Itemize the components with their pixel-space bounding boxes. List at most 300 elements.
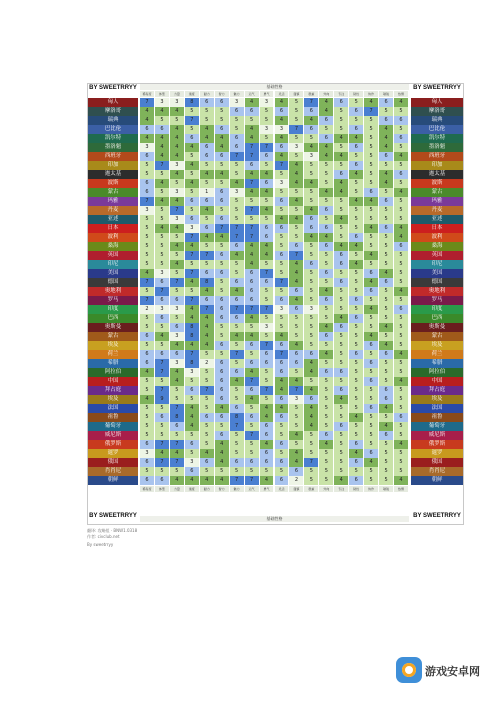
nation-label-right: 日本 (411, 224, 463, 233)
stat-cell: 6 (170, 350, 185, 359)
stat-cell: 4 (170, 341, 185, 350)
stat-cell: 5 (379, 296, 394, 305)
stat-cell: 6 (319, 368, 334, 377)
stat-cell: 5 (185, 170, 200, 179)
stat-cell: 5 (364, 413, 379, 422)
stat-cell: 6 (319, 116, 334, 125)
nation-row (88, 107, 463, 116)
stat-cell: 4 (245, 170, 260, 179)
stat-cell: 7 (230, 224, 245, 233)
stat-cell: 5 (230, 161, 245, 170)
stat-cell: 5 (349, 422, 364, 431)
stat-cell: 5 (200, 260, 215, 269)
stat-cell: 4 (364, 305, 379, 314)
stat-cell: 4 (185, 422, 200, 431)
stat-cell: 4 (319, 143, 334, 152)
stat-cell: 4 (289, 296, 304, 305)
stat-cell: 7 (185, 350, 200, 359)
stat-cell: 4 (275, 116, 290, 125)
stat-cell: 5 (245, 116, 260, 125)
stat-cell: 4 (379, 170, 394, 179)
stat-cell: 6 (275, 440, 290, 449)
stat-cell: 5 (319, 179, 334, 188)
stat-cell: 4 (215, 440, 230, 449)
stat-cell: 4 (185, 161, 200, 170)
nation-row (88, 125, 463, 134)
stat-cell: 5 (319, 260, 334, 269)
stat-cell: 6 (349, 161, 364, 170)
stat-cell: 7 (155, 161, 170, 170)
stat-cell: 9 (155, 395, 170, 404)
stat-cell: 4 (245, 332, 260, 341)
stat-cell: 7 (289, 386, 304, 395)
column-header: 速度 (185, 486, 199, 492)
stat-cell: 7 (304, 98, 319, 107)
stat-cell: 4 (334, 242, 349, 251)
stat-cell: 6 (215, 98, 230, 107)
stat-cell: 5 (289, 224, 304, 233)
stat-cell: 5 (319, 404, 334, 413)
stat-cell: 6 (215, 197, 230, 206)
stat-cell: 7 (155, 368, 170, 377)
stat-cell: 6 (304, 350, 319, 359)
stat-cell: 5 (334, 161, 349, 170)
stat-cell: 4 (275, 215, 290, 224)
nation-label-left: 拜占庭 (88, 386, 138, 395)
stat-cell: 5 (289, 422, 304, 431)
stat-cell: 7 (170, 458, 185, 467)
stat-cell: 5 (364, 134, 379, 143)
stat-cell: 4 (349, 242, 364, 251)
nation-row (88, 179, 463, 188)
nation-label-left: 瑞典 (88, 116, 138, 125)
stat-cell: 5 (334, 206, 349, 215)
stat-cell: 4 (260, 440, 275, 449)
stat-cell: 4 (230, 179, 245, 188)
stat-cell: 5 (230, 440, 245, 449)
stat-cell: 5 (364, 170, 379, 179)
stat-cell: 5 (275, 449, 290, 458)
stat-cell: 4 (289, 260, 304, 269)
nation-label-right: 瑞典 (411, 116, 463, 125)
nation-row (88, 440, 463, 449)
stat-cell: 5 (364, 395, 379, 404)
nation-label-left: 英国 (88, 251, 138, 260)
stat-cell: 4 (289, 341, 304, 350)
nation-label-left: 丹麦 (88, 206, 138, 215)
stat-cell: 3 (260, 323, 275, 332)
stat-cell: 4 (394, 287, 409, 296)
stat-cell: 7 (230, 350, 245, 359)
stat-cell: 4 (289, 449, 304, 458)
nation-row (88, 449, 463, 458)
stat-cell: 3 (275, 125, 290, 134)
nation-label-left: 摩洛哥 (88, 107, 138, 116)
brand-left-top: BY SWEETRRYY (89, 85, 137, 91)
stat-cell: 5 (245, 323, 260, 332)
stat-cell: 4 (200, 170, 215, 179)
stat-cell: 4 (334, 152, 349, 161)
stat-cell: 4 (230, 287, 245, 296)
stat-cell: 4 (245, 368, 260, 377)
nation-label-left: 波斯 (88, 179, 138, 188)
stat-cell: 6 (200, 269, 215, 278)
stat-cell: 5 (364, 314, 379, 323)
stat-cell: 4 (304, 422, 319, 431)
nation-label-left: 肖肖尼 (88, 467, 138, 476)
nation-row (88, 224, 463, 233)
stat-cell: 6 (140, 359, 155, 368)
stat-cell: 6 (334, 98, 349, 107)
stat-cell: 6 (334, 386, 349, 395)
stat-cell: 4 (170, 224, 185, 233)
stat-cell: 3 (170, 188, 185, 197)
stat-cell: 4 (319, 350, 334, 359)
nation-label-left: 荷兰 (88, 350, 138, 359)
stat-cell: 4 (304, 404, 319, 413)
stat-cell: 4 (379, 134, 394, 143)
nation-label-right: 肖肖尼 (411, 467, 463, 476)
stat-cell: 5 (349, 332, 364, 341)
stat-cell: 5 (364, 296, 379, 305)
stat-cell: 6 (200, 296, 215, 305)
stat-cell: 4 (275, 377, 290, 386)
stat-cell: 5 (155, 251, 170, 260)
stat-cell: 6 (275, 476, 290, 485)
stat-cell: 6 (260, 422, 275, 431)
stat-cell: 5 (304, 332, 319, 341)
stat-cell: 7 (215, 224, 230, 233)
stat-cell: 4 (260, 206, 275, 215)
nation-label-left: 巴西 (88, 314, 138, 323)
stat-cell: 5 (364, 215, 379, 224)
stat-cell: 7 (170, 278, 185, 287)
stat-cell: 6 (364, 188, 379, 197)
stat-cell: 6 (200, 152, 215, 161)
stat-cell: 5 (394, 143, 409, 152)
stat-cell: 4 (289, 458, 304, 467)
stat-cell: 4 (379, 143, 394, 152)
stat-cell: 5 (364, 467, 379, 476)
stat-cell: 5 (334, 125, 349, 134)
stat-cell: 3 (185, 224, 200, 233)
stat-cell: 6 (334, 170, 349, 179)
stat-cell: 5 (379, 242, 394, 251)
stat-cell: 6 (275, 341, 290, 350)
stat-cell: 7 (260, 341, 275, 350)
stat-cell: 4 (170, 170, 185, 179)
stat-cell: 8 (200, 278, 215, 287)
stat-cell: 6 (245, 278, 260, 287)
stat-cell: 6 (230, 278, 245, 287)
column-header: 勇气 (260, 486, 274, 492)
stat-cell: 4 (379, 422, 394, 431)
stat-cell: 4 (275, 386, 290, 395)
stat-cell: 4 (170, 152, 185, 161)
stat-cell: 8 (230, 413, 245, 422)
nation-row (88, 242, 463, 251)
stat-cell: 6 (155, 476, 170, 485)
stat-cell: 4 (334, 476, 349, 485)
nation-row (88, 350, 463, 359)
stat-cell: 4 (245, 134, 260, 143)
stat-cell: 5 (260, 314, 275, 323)
stat-cell: 5 (140, 170, 155, 179)
stat-cell: 6 (289, 242, 304, 251)
stat-cell: 5 (334, 143, 349, 152)
stat-cell: 6 (275, 395, 290, 404)
stat-cell: 4 (215, 134, 230, 143)
nation-label-left: 波利 (88, 233, 138, 242)
nation-label-left: 迦太基 (88, 170, 138, 179)
stat-cell: 5 (379, 467, 394, 476)
stat-cell: 5 (170, 395, 185, 404)
stat-cell: 3 (170, 305, 185, 314)
stat-cell: 5 (289, 206, 304, 215)
stat-cell: 5 (304, 161, 319, 170)
stat-cell: 4 (379, 404, 394, 413)
stat-cell: 5 (364, 476, 379, 485)
stat-cell: 4 (245, 242, 260, 251)
stat-cell: 4 (364, 197, 379, 206)
stat-cell: 4 (185, 404, 200, 413)
stat-cell: 5 (155, 215, 170, 224)
column-header: 灵活 (275, 91, 289, 97)
nation-row (88, 233, 463, 242)
stat-cell: 5 (170, 314, 185, 323)
stat-cell: 5 (230, 269, 245, 278)
stat-cell: 7 (245, 431, 260, 440)
stat-cell: 4 (185, 179, 200, 188)
stat-cell: 5 (349, 278, 364, 287)
stat-cell: 5 (394, 395, 409, 404)
stat-cell: 5 (334, 404, 349, 413)
nation-row (88, 404, 463, 413)
nation-label-right: 摩洛哥 (411, 107, 463, 116)
column-header: 智力 (215, 486, 229, 492)
stat-cell: 5 (379, 305, 394, 314)
stat-cell: 7 (245, 305, 260, 314)
stat-cell: 2 (140, 305, 155, 314)
stat-cell: 6 (155, 413, 170, 422)
nation-row (88, 386, 463, 395)
stat-cell: 5 (379, 332, 394, 341)
stat-cell: 6 (200, 98, 215, 107)
stat-cell: 4 (334, 395, 349, 404)
nation-label-right: 埃及 (411, 395, 463, 404)
stat-cell: 5 (334, 107, 349, 116)
watermark-logo-icon (396, 657, 422, 683)
stat-cell: 5 (379, 413, 394, 422)
stat-cell: 6 (275, 224, 290, 233)
column-header: 韧性 (349, 486, 363, 492)
nation-label-left: 匈人 (88, 98, 138, 107)
stat-cell: 6 (140, 476, 155, 485)
stat-cell: 4 (304, 206, 319, 215)
brand-right-top: BY SWEETRRYY (411, 84, 463, 92)
stat-cell: 3 (170, 161, 185, 170)
stat-cell: 4 (319, 188, 334, 197)
nation-row (88, 251, 463, 260)
nation-label-right: 俄国 (411, 458, 463, 467)
stat-cell: 4 (200, 323, 215, 332)
nation-label-right: 桑海 (411, 242, 463, 251)
stat-cell: 5 (230, 323, 245, 332)
stat-cell: 4 (275, 152, 290, 161)
stat-cell: 5 (379, 215, 394, 224)
column-header: 专注 (334, 91, 348, 97)
stat-cell: 4 (185, 143, 200, 152)
stat-cell: 4 (304, 413, 319, 422)
stat-cell: 5 (394, 197, 409, 206)
stat-cell: 6 (319, 206, 334, 215)
stat-cell: 5 (304, 134, 319, 143)
stat-cell: 6 (379, 395, 394, 404)
stat-cell: 6 (260, 179, 275, 188)
nation-row (88, 413, 463, 422)
stat-cell: 7 (275, 161, 290, 170)
stat-cell: 5 (394, 431, 409, 440)
stat-cell: 6 (170, 422, 185, 431)
stat-cell: 4 (379, 179, 394, 188)
stat-cell: 4 (245, 188, 260, 197)
stat-cell: 6 (245, 341, 260, 350)
stat-cell: 5 (230, 116, 245, 125)
stat-cell: 5 (140, 404, 155, 413)
stat-cell: 5 (260, 395, 275, 404)
stat-cell: 6 (379, 224, 394, 233)
stat-cell: 4 (364, 251, 379, 260)
nation-row (88, 305, 463, 314)
stat-cell: 6 (260, 458, 275, 467)
stat-cell: 7 (230, 422, 245, 431)
stat-cell: 6 (215, 341, 230, 350)
column-header: 外向 (319, 91, 333, 97)
stat-cell: 6 (319, 242, 334, 251)
stat-cell: 5 (349, 377, 364, 386)
stat-cell: 5 (230, 395, 245, 404)
column-header: 速度 (185, 91, 199, 97)
stat-cell: 5 (155, 116, 170, 125)
stat-cell: 5 (275, 467, 290, 476)
stat-cell: 5 (394, 125, 409, 134)
stat-cell: 5 (289, 332, 304, 341)
stat-cell: 5 (379, 440, 394, 449)
stat-cell: 4 (304, 233, 319, 242)
nation-label-right: 阿拉伯 (411, 368, 463, 377)
stat-cell: 7 (275, 350, 290, 359)
stat-cell: 4 (379, 125, 394, 134)
nation-label-right: 墨洛魁 (411, 143, 463, 152)
stat-cell: 5 (289, 116, 304, 125)
stat-cell: 5 (319, 251, 334, 260)
stat-cell: 4 (289, 269, 304, 278)
nation-label-left: 奥斯曼 (88, 323, 138, 332)
stat-cell: 4 (155, 224, 170, 233)
stat-cell: 5 (349, 323, 364, 332)
stat-cell: 7 (245, 233, 260, 242)
nation-label-left: 法国 (88, 404, 138, 413)
column-header: 勇气 (260, 91, 274, 97)
stat-cell: 5 (200, 107, 215, 116)
stat-cell: 6 (304, 260, 319, 269)
stat-cell: 5 (304, 377, 319, 386)
stat-cell: 5 (140, 215, 155, 224)
stat-cell: 5 (245, 350, 260, 359)
stat-cell: 7 (260, 143, 275, 152)
column-header: 体型 (155, 91, 169, 97)
stat-cell: 5 (364, 386, 379, 395)
stat-cell: 4 (170, 260, 185, 269)
stat-cell: 4 (275, 98, 290, 107)
stat-cell: 6 (215, 125, 230, 134)
stat-cell: 6 (170, 296, 185, 305)
stat-cell: 6 (334, 422, 349, 431)
stat-cell: 5 (304, 449, 319, 458)
stat-cell: 5 (170, 386, 185, 395)
stat-cell: 5 (319, 476, 334, 485)
stat-cell: 5 (349, 395, 364, 404)
stat-cell: 5 (394, 458, 409, 467)
watermark-text: 游戏安卓网 (425, 666, 480, 678)
column-header: 热情 (394, 91, 408, 97)
nation-row (88, 188, 463, 197)
stat-cell: 7 (245, 206, 260, 215)
stat-cell: 5 (200, 179, 215, 188)
stat-cell: 5 (394, 107, 409, 116)
stat-cell: 6 (334, 368, 349, 377)
stat-cell: 4 (230, 332, 245, 341)
stat-cell: 6 (260, 233, 275, 242)
nation-row (88, 287, 463, 296)
nation-row (88, 152, 463, 161)
stat-cell: 5 (260, 161, 275, 170)
stat-cell: 3 (289, 395, 304, 404)
stat-cell: 5 (155, 467, 170, 476)
stat-cell: 5 (245, 467, 260, 476)
stat-cell: 5 (245, 422, 260, 431)
stat-cell: 5 (155, 206, 170, 215)
stat-cell: 4 (289, 197, 304, 206)
nation-label-right: 迦太基 (411, 170, 463, 179)
stat-cell: 6 (349, 314, 364, 323)
nation-row (88, 143, 463, 152)
nation-label-right: 印度 (411, 305, 463, 314)
stat-cell: 6 (379, 98, 394, 107)
stat-cell: 6 (334, 323, 349, 332)
stat-cell: 5 (379, 260, 394, 269)
stat-cell: 6 (349, 350, 364, 359)
stat-cell: 6 (215, 377, 230, 386)
stat-cell: 5 (394, 269, 409, 278)
nation-row (88, 98, 463, 107)
stat-cell: 6 (394, 134, 409, 143)
stat-cell: 6 (319, 332, 334, 341)
stat-cell: 5 (200, 404, 215, 413)
stat-cell: 5 (260, 296, 275, 305)
stat-cell: 4 (394, 98, 409, 107)
stat-cell: 4 (260, 404, 275, 413)
stat-cell: 6 (304, 224, 319, 233)
stat-cell: 5 (140, 260, 155, 269)
nation-label-left: 墨洛魁 (88, 143, 138, 152)
nation-label-left: 罗马 (88, 296, 138, 305)
stat-cell: 4 (230, 377, 245, 386)
stat-cell: 5 (230, 386, 245, 395)
column-header: 专注 (334, 486, 348, 492)
stat-cell: 5 (319, 161, 334, 170)
stat-cell: 4 (170, 143, 185, 152)
